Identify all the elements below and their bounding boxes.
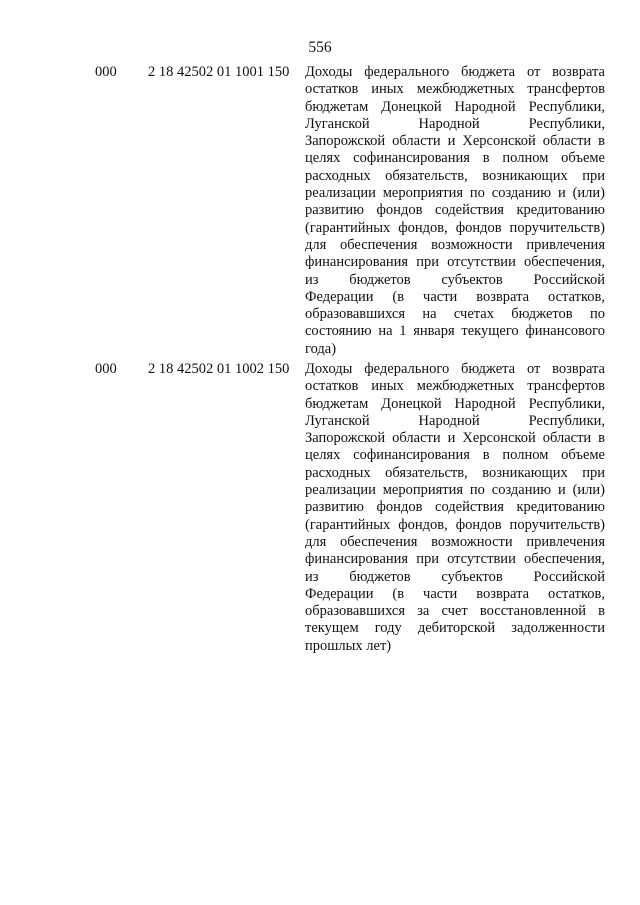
description-line: финансирования при отсутствии обеспечения, bbox=[305, 254, 605, 271]
description-line: реализации мероприятия по созданию и (или) bbox=[305, 482, 605, 499]
description-line: для обеспечения возможности привлечения bbox=[305, 533, 605, 550]
description-line: остатков иных межбюджетных трансфертов bbox=[305, 378, 605, 395]
description-line: прошлых лет) bbox=[305, 637, 392, 654]
budget-classification-code: 2 18 42502 01 1001 150 bbox=[148, 64, 290, 80]
page-number: 556 bbox=[308, 39, 332, 56]
description-line: Луганской Народной Республики, bbox=[305, 412, 605, 429]
revenue-description bbox=[305, 64, 605, 358]
description-line: из бюджетов субъектов Российской bbox=[305, 271, 605, 288]
description-line: состоянию на 1 января текущего финансового bbox=[305, 323, 605, 340]
description-line: для обеспечения возможности привлечения bbox=[305, 236, 605, 253]
description-line: года) bbox=[305, 340, 337, 357]
description-line: (гарантийных фондов, фондов поручительств) bbox=[305, 219, 605, 236]
description-line: развитию фондов содействия кредитованию bbox=[305, 202, 605, 219]
description-line: финансирования при отсутствии обеспечения, bbox=[305, 551, 605, 568]
description-line: расходных обязательств, возникающих при bbox=[305, 167, 605, 184]
description-line: образовавшихся на счетах бюджетов по bbox=[305, 306, 605, 323]
description-line: Луганской Народной Республики, bbox=[305, 115, 605, 132]
description-line: из бюджетов субъектов Российской bbox=[305, 568, 605, 585]
budget-classification-code: 2 18 42502 01 1002 150 bbox=[148, 361, 290, 377]
description-line: образовавшихся за счет восстановленной в bbox=[305, 603, 605, 620]
description-line: Доходы федерального бюджета от возврата bbox=[305, 361, 605, 377]
description-line: Запорожской области и Херсонской области в bbox=[305, 430, 605, 447]
description-line: (гарантийных фондов, фондов поручительств) bbox=[305, 516, 605, 533]
description-line: расходных обязательств, возникающих при bbox=[305, 464, 605, 481]
description-line: целях софинансирования в полном объеме bbox=[305, 447, 605, 464]
revenue-description bbox=[305, 361, 605, 655]
description-line: бюджетам Донецкой Народной Республики, bbox=[305, 395, 605, 412]
description-line: Запорожской области и Херсонской области в bbox=[305, 133, 605, 150]
description-line: реализации мероприятия по созданию и (или) bbox=[305, 185, 605, 202]
description-line: остатков иных межбюджетных трансфертов bbox=[305, 81, 605, 98]
description-line: Федерации (в части возврата остатков, bbox=[305, 288, 605, 305]
description-line: текущем году дебиторской задолженности bbox=[305, 620, 605, 637]
description-line: Доходы федерального бюджета от возврата bbox=[305, 64, 605, 80]
description-line: развитию фондов содействия кредитованию bbox=[305, 499, 605, 516]
description-line: Федерации (в части возврата остатков, bbox=[305, 585, 605, 602]
description-line: бюджетам Донецкой Народной Республики, bbox=[305, 98, 605, 115]
admin-code: 000 bbox=[95, 361, 117, 377]
description-line: целях софинансирования в полном объеме bbox=[305, 150, 605, 167]
admin-code: 000 bbox=[95, 64, 117, 80]
